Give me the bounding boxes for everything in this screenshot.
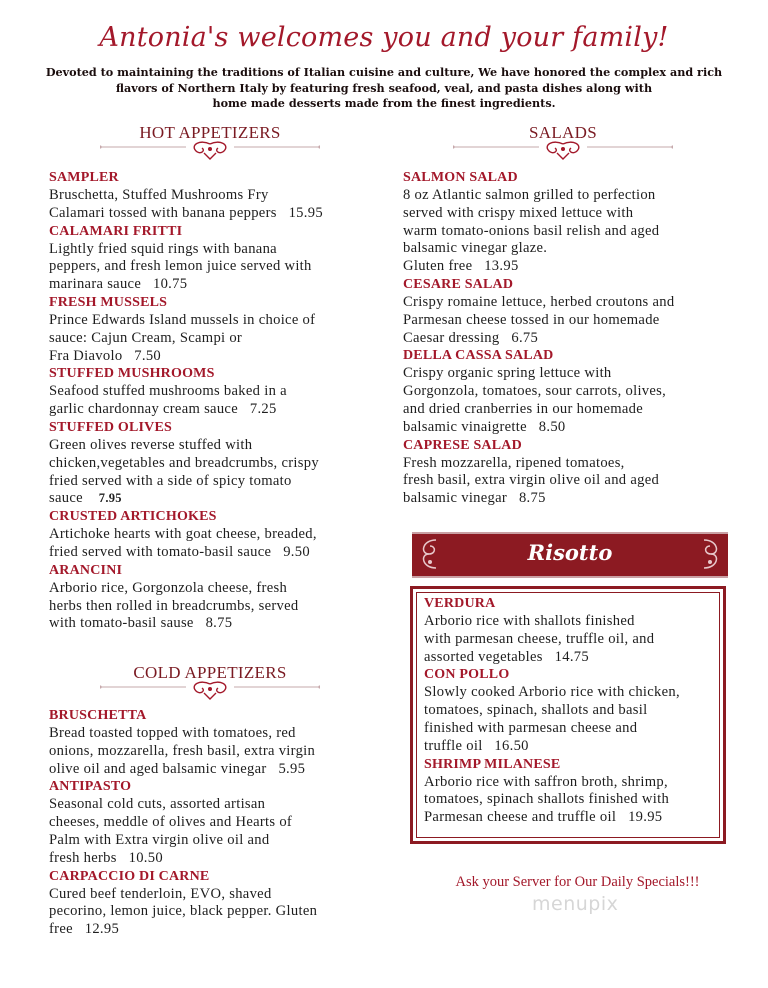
item-description: Crispy romaine lettuce, herbed croutons and Parmesan cheese tossed in our homemade Caesar dressing 6.75 <box>403 293 675 346</box>
item-name: FRESH MUSSELS <box>49 294 168 310</box>
item-price: 8.75 <box>205 615 233 632</box>
item-description: Prince Edwards Island mussels in choice of sauce: Cajun Cream, Scampi or Fra Diavolo 7.50 <box>49 311 316 364</box>
divider-ornament <box>453 141 673 163</box>
item-description: Cured beef tenderloin, EVO, shaved pecorino, lemon juice, black pepper. Gluten free 12.95 <box>49 885 318 938</box>
menu-item <box>403 437 733 508</box>
item-name: CALAMARI FRITTI <box>49 223 183 239</box>
salads-heading: SALADS <box>529 123 597 142</box>
restaurant-intro <box>40 65 728 112</box>
item-description: Green olives reverse stuffed with chicken,vegetables and breadcrumbs, crispy fried served with a side of spicy tomato sauce 7.95 <box>49 436 319 507</box>
item-price: 5.95 <box>278 760 306 777</box>
item-description: Seasonal cold cuts, assorted artisan cheeses, meddle of olives and Hearts of Palm with Extra virgin olive oil and fresh herbs 10.50 <box>49 796 293 866</box>
restaurant-welcome-title: Antonia's welcomes you and your family! <box>99 22 669 53</box>
menu-item <box>49 294 379 365</box>
item-price: 7.95 <box>98 491 122 506</box>
item-price: 16.50 <box>494 737 529 754</box>
menu-item <box>424 756 724 827</box>
menu-item <box>49 223 379 294</box>
menu-item <box>49 868 379 939</box>
menu-item <box>49 419 379 508</box>
hot-appetizers-list <box>49 169 379 633</box>
item-price: 10.50 <box>128 849 163 866</box>
item-name: ARANCINI <box>49 562 123 578</box>
item-name: ANTIPASTO <box>49 779 132 795</box>
item-name: SAMPLER <box>49 170 119 185</box>
item-price: 13.95 <box>484 258 519 275</box>
item-name: SALMON SALAD <box>403 170 518 185</box>
risotto-banner <box>412 532 728 578</box>
item-price: 7.25 <box>249 401 277 418</box>
item-description: Bruschetta, Stuffed Mushrooms Fry Calamari tossed with banana peppers 15.95 <box>49 187 323 221</box>
item-name: VERDURA <box>424 596 496 611</box>
item-description: Lightly fried squid rings with banana peppers, and fresh lemon juice served with marinara sauce 10.75 <box>49 240 312 293</box>
cold-appetizers-list <box>49 707 379 939</box>
item-price: 12.95 <box>84 921 120 938</box>
menu-item <box>424 666 724 755</box>
menu-item <box>403 347 733 436</box>
risotto-heading: Risotto <box>527 540 613 565</box>
intro-line: home made desserts made from the finest ingredients. <box>212 96 556 110</box>
item-description: Artichoke hearts with goat cheese, breaded, fried served with tomato-basil sauce 9.50 <box>49 526 317 560</box>
menu-item <box>49 778 379 867</box>
intro-line: flavors of Northern Italy by featuring fresh seafood, veal, and pasta dishes along with <box>115 80 653 95</box>
divider-ornament <box>100 141 320 163</box>
divider-ornament <box>100 681 320 703</box>
item-price: 19.95 <box>628 809 663 826</box>
item-name: BRUSCHETTA <box>49 708 147 723</box>
item-description: Seafood stuffed mushrooms baked in a garlic chardonnay cream sauce 7.25 <box>49 383 287 418</box>
hot-appetizers-heading: HOT APPETIZERS <box>139 123 281 142</box>
menu-item <box>424 595 724 666</box>
cold-appetizers-heading: COLD APPETIZERS <box>133 663 287 682</box>
item-name: CAPRESE SALAD <box>403 437 522 453</box>
item-name: STUFFED MUSHROOMS <box>49 366 215 382</box>
item-description: Fresh mozzarella, ripened tomatoes, fresh basil, extra virgin olive oil and aged balsamic vinegar 8.75 <box>403 454 660 507</box>
risotto-list <box>424 595 724 827</box>
menu-item <box>403 169 733 276</box>
item-description: 8 oz Atlantic salmon grilled to perfection served with crispy mixed lettuce with warm tomato-onions basil relish and aged balsamic vinegar glaze. Gluten free 13.95 <box>403 187 660 275</box>
item-name: CON POLLO <box>424 667 510 683</box>
item-description: Arborio rice with shallots finished with parmesan cheese, truffle oil, and assorted vegetables 14.75 <box>424 613 655 665</box>
item-name: CRUSTED ARTICHOKES <box>49 509 217 525</box>
item-price: 8.75 <box>518 490 546 507</box>
menu-item <box>49 508 379 562</box>
item-description: Slowly cooked Arborio rice with chicken, tomatoes, spinach, shallots and basil finished with parmesan cheese and truffle oil 16.50 <box>424 684 680 754</box>
menu-item <box>49 707 379 778</box>
item-description: Arborio rice, Gorgonzola cheese, fresh herbs then rolled in breadcrumbs, served with tomato-basil sause 8.75 <box>49 579 299 632</box>
item-price: 6.75 <box>511 329 539 346</box>
item-description: Crispy organic spring lettuce with Gorgonzola, tomatoes, sour carrots, olives, and dried cranberries in our homemade balsamic vinaigrette 8.50 <box>403 365 667 435</box>
intro-line: Devoted to maintaining the traditions of Italian cuisine and culture, We have honored the complex and rich <box>45 65 723 79</box>
item-name: DELLA CASSA SALAD <box>403 348 554 364</box>
item-name: CESARE SALAD <box>403 276 514 292</box>
item-name: STUFFED OLIVES <box>49 419 172 435</box>
daily-specials-note: Ask your Server for Our Daily Specials!!! <box>455 874 700 890</box>
item-price: 15.95 <box>288 204 323 221</box>
menu-item <box>49 169 379 223</box>
item-price: 7.50 <box>134 347 162 364</box>
menu-item <box>49 365 379 419</box>
item-name: SHRIMP MILANESE <box>424 756 561 772</box>
menu-item <box>49 562 379 633</box>
menu-item <box>403 276 733 347</box>
item-price: 14.75 <box>554 648 589 665</box>
item-price: 10.75 <box>152 276 188 293</box>
item-price: 8.50 <box>538 418 566 435</box>
menupix-watermark: menupix <box>532 893 619 915</box>
item-description: Arborio rice with saffron broth, shrimp, tomatoes, spinach shallots finished with Parmesan cheese and truffle oil 19.95 <box>424 773 670 826</box>
item-name: CARPACCIO DI CARNE <box>49 868 210 884</box>
item-price: 9.50 <box>283 543 310 560</box>
salads-list <box>403 169 733 508</box>
item-description: Bread toasted topped with tomatoes, red onions, mozzarella, fresh basil, extra virgin olive oil and aged balsamic vinegar 5.95 <box>49 725 316 777</box>
